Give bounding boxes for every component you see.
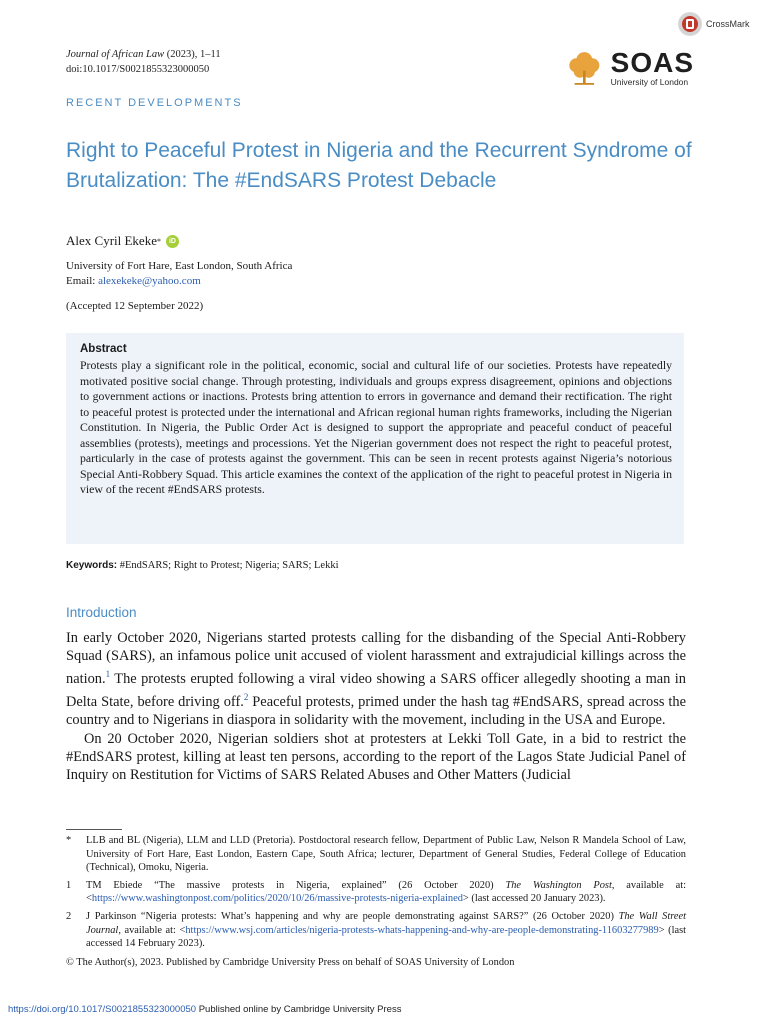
footnote-part: J Parkinson “Nigeria protests: What’s happening and why are people demonstrating against SARS?” (26 October 2020) — [86, 910, 619, 922]
footnote-part: , available at: < — [118, 924, 186, 936]
footnote-author — [66, 834, 686, 875]
journal-year-pages: (2023), 1–11 — [164, 49, 221, 60]
paragraph-text: Peaceful protests, primed under the hash tag #EndSARS, spread across the country and to Nigerians in diaspora in solidarity with the movement, including in the USA and Europe. — [66, 694, 686, 729]
footnote-link[interactable]: https://www.wsj.com/articles/nigeria-protests-whats-happening-and-why-are-people-demonstrating-11603277989 — [185, 924, 659, 936]
footnotes — [66, 834, 686, 955]
paragraph — [66, 629, 686, 730]
crossmark-label: CrossMark — [706, 19, 750, 29]
footnote-divider — [66, 829, 122, 830]
footnote-mark: 2 — [66, 910, 72, 922]
crossmark-button[interactable] — [678, 11, 758, 37]
author-name: Alex Cyril Ekeke — [66, 233, 157, 248]
author-line — [66, 233, 179, 249]
paragraph-text: In early October 2020, Nigerians started protests calling for the disbanding of the Special Anti-Robbery Squad (SARS), an infamous police unit accused of violent harassment and extrajudicial killings across the nation. — [66, 630, 686, 688]
body-text — [66, 629, 686, 784]
footnote-source: The Washington Post — [505, 879, 612, 891]
footnote-part: > (last accessed 14 February 2023). — [86, 924, 686, 950]
crossmark-icon — [678, 12, 702, 36]
journal-name: Journal of African Law — [66, 49, 165, 60]
accepted-date: (Accepted 12 September 2022) — [66, 300, 204, 312]
abstract-text: Protests play a significant role in the political, economic, social and cultural life of our societies. Protests have repeatedly motivated positive social change. Through protesting, individuals and groups express disagreement, opinions and objections to government actions or inactions. Protests bring attention to errors in governance and demand their rectification. The right to peaceful protest is protected under the international and African regional human rights frameworks, including the Nigerian Constitution. In Nigeria, the Public Order Act is designed to support the appropriate and peaceful conduct of peaceful assemblies (protests), meetings and processions. Yet the Nigerian government does not respect the right to peaceful protest, particularly in the case of protests against the government. This can be seen in recent protests against Nigeria’s notorious Special Anti-Robbery Squad. This article examines the context of the application of the right to peaceful protest in Nigeria in view of the recent #EndSARS protests. — [80, 358, 672, 496]
tree-icon — [564, 45, 605, 91]
logo-wordmark: SOAS — [610, 46, 694, 78]
page-footer — [8, 1004, 401, 1015]
footnote-part: > (last accessed 20 January 2023). — [462, 893, 606, 905]
section-label: RECENT DEVELOPMENTS — [66, 97, 243, 109]
footnote-mark: 1 — [66, 879, 72, 891]
doi-line: doi:10.1017/S0021855323000050 — [66, 64, 210, 75]
doi-link[interactable]: https://doi.org/10.1017/S0021855323000050 — [8, 1004, 197, 1015]
footnote-part: , available at: < — [86, 879, 686, 905]
footnote-source: The Wall Street Journal — [86, 910, 686, 936]
logo-subtitle: University of London — [610, 76, 689, 87]
published-note: Published online by Cambridge University Press — [196, 1004, 402, 1015]
introduction-heading: Introduction — [66, 605, 137, 620]
footnote-mark: * — [66, 835, 72, 846]
footnote-text: LLB and BL (Nigeria), LLM and LLD (Pretoria). Postdoctoral research fellow, Department of Public Law, Nelson R Mandela School of Law, University of Fort Hare, East London, Eastern Cape, South Africa; lecturer, Department of General Studies, Federal College of Education (Technical), Omoku, Nigeria. — [86, 835, 686, 874]
paragraph: On 20 October 2020, Nigerian soldiers shot at protesters at Lekki Toll Gate, in a bid to restrict the #EndSARS protest, killing at least ten persons, according to the report of the Lagos State Judicial Panel of Inquiry on Restitution for Victims of SARS Related Abuses and Other Matters (Judicial — [66, 730, 686, 784]
abstract-heading: Abstract — [80, 343, 127, 355]
footnote-ref-2[interactable]: 2 — [243, 692, 249, 703]
footnote-2 — [66, 910, 686, 951]
article-title: Right to Peaceful Protest in Nigeria and the Recurrent Syndrome of Brutalization: The #EndSARS Protest Debacle — [66, 139, 692, 192]
footnote-text — [86, 879, 686, 906]
footnote-link[interactable]: https://www.washingtonpost.com/politics/2020/10/26/massive-protests-nigeria-explained — [91, 893, 463, 905]
affiliation: University of Fort Hare, East London, South Africa — [66, 260, 293, 272]
orcid-icon[interactable]: iD — [166, 235, 179, 248]
footnote-ref-1[interactable]: 1 — [105, 669, 111, 680]
keywords-value: #EndSARS; Right to Protest; Nigeria; SARS; Lekki — [117, 560, 339, 571]
footnote-1 — [66, 879, 686, 906]
publisher-logo — [564, 40, 694, 96]
author-footnote-mark[interactable]: * — [156, 236, 161, 246]
keywords-label: Keywords: — [66, 560, 118, 571]
journal-reference — [66, 47, 221, 77]
affiliation-block — [66, 259, 292, 289]
email-label: Email: — [66, 275, 99, 287]
email-link[interactable]: alexekeke@yahoo.com — [98, 275, 201, 287]
footnote-part: TM Ebiede “The massive protests in Nigeria, explained” (26 October 2020) — [86, 879, 506, 891]
copyright-notice: © The Author(s), 2023. Published by Cambridge University Press on behalf of SOAS University of London — [66, 957, 515, 968]
keywords — [66, 560, 339, 571]
footnote-text — [86, 910, 686, 951]
paragraph-text: The protests erupted following a viral video showing a SARS officer allegedly shooting a man in Delta State, before driving off. — [66, 671, 686, 711]
